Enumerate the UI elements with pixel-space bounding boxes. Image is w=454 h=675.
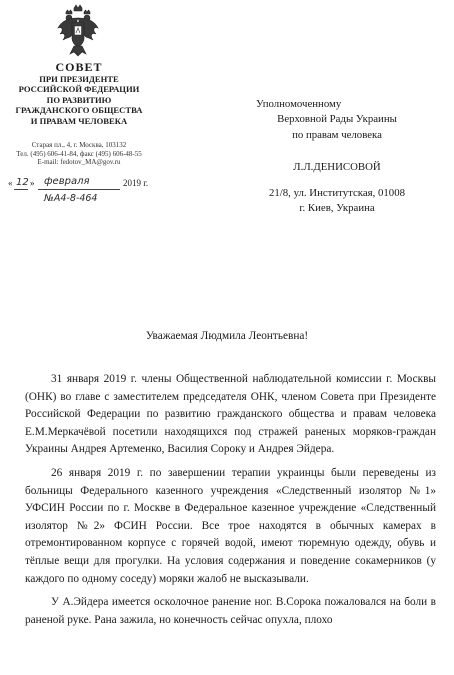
letter-body: [25, 371, 436, 635]
org-phone: Тел. (495) 606-41-84, факс (495) 606-48-55: [16, 149, 142, 158]
date-month-underline: [38, 189, 120, 190]
letter-date: [8, 178, 158, 194]
recipient-name: Л.Л.ДЕНИСОВОЙ: [293, 160, 381, 173]
organization-name: [5, 60, 153, 126]
salutation: Уважаемая Людмила Леонтьевна!: [145, 330, 309, 342]
recipient-line: по правам человека: [292, 128, 382, 141]
org-line: И ПРАВАМ ЧЕЛОВЕКА: [30, 115, 128, 126]
recipient-line: Уполномоченному: [256, 98, 342, 110]
org-email: E-mail: fedotov_MA@gov.ru: [37, 158, 121, 167]
date-day: 12: [16, 177, 29, 188]
org-line: ГРАЖДАНСКОГО ОБЩЕСТВА: [15, 105, 143, 116]
coat-of-arms-emblem-icon: [56, 4, 100, 58]
date-open-quote: «: [8, 178, 13, 188]
recipient-address-street: 21/8, ул. Институтская, 01008: [268, 187, 405, 200]
registration-number: №А4-8-464: [44, 193, 98, 204]
recipient-line: Верховной Рады Украины: [277, 113, 397, 126]
org-line: ПРИ ПРЕЗИДЕНТЕ: [39, 74, 119, 84]
recipient-block: [232, 97, 442, 217]
org-contacts: [5, 141, 153, 167]
recipient-address-city: г. Киев, Украина: [299, 202, 375, 215]
date-day-underline: [14, 189, 28, 190]
body-paragraph: 26 января 2019 г. по завершении терапии украинцы были переведены из больницы Федерального казенного учреждения «Следственный изолятор №1» УФСИН России по г. Москве в Федеральное казенное учреждение «Следственный изолятор №2» ФСИН России. Все трое находятся в обычных камерах в отремонтированном корпусе с горячей водой, имеют тюремную одежду, обувь и тёплые вещи для прогулки. На условия содержания и поведение сокамерников (у каждого по одному соседу) моряки жалоб не высказывали.: [25, 466, 436, 585]
org-address: Старая пл., 4, г. Москва, 103132: [31, 141, 127, 149]
date-month: февраля: [44, 176, 90, 187]
date-close-quote: »: [30, 178, 35, 188]
date-year: 2019 г.: [123, 178, 149, 188]
body-paragraph: 31 января 2019 г. члены Общественной наблюдательной комиссии г. Москвы (ОНК) во главе с заместителем председателя ОНК, членом Совета при Президенте Российской Федерации по развитию гражданского общества и правам человека Е.М.Меркачёвой посетили находящихся под стражей раненых моряков-граждан Украины Андрея Артеменко, Василия Сороку и Андрея Эйдера.: [25, 373, 436, 456]
org-line: РОССИЙСКОЙ ФЕДЕРАЦИИ: [18, 84, 140, 95]
org-title: СОВЕТ: [55, 60, 103, 74]
body-paragraph: У А.Эйдера имеется осколочное ранение ног. В.Сорока пожаловался на боли в раненой руке. Рана зажила, но конечность сейчас опухла, плохо: [25, 596, 436, 626]
org-line: ПО РАЗВИТИЮ: [46, 94, 112, 105]
